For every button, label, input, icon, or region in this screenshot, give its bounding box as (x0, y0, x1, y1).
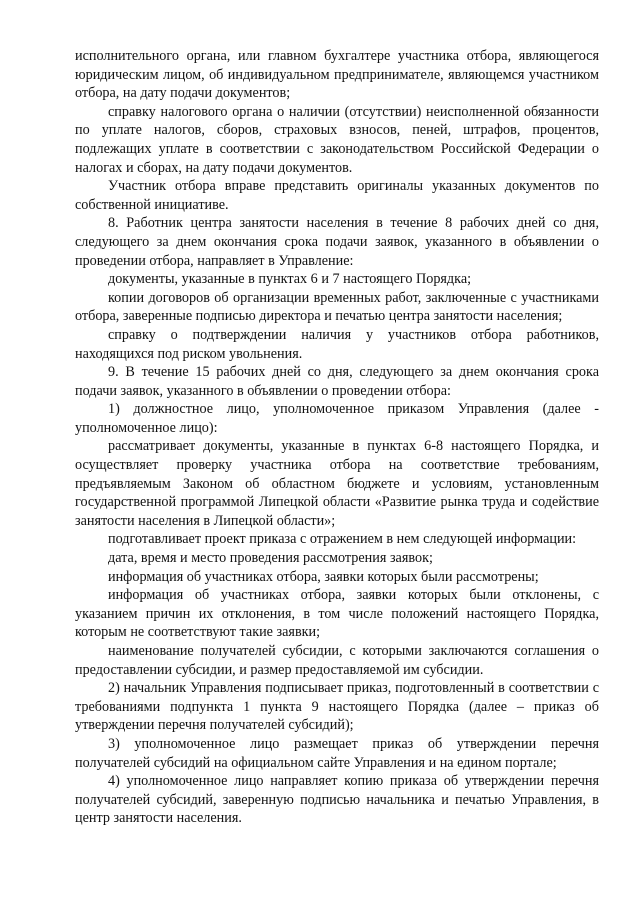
document-page (75, 47, 599, 828)
paragraph-1: исполнительного органа, или главном бухгалтере участника отбора, являющегося юридическим лицом, об индивидуальном предпринимателе, являющемся участником отбора, на дату подачи документов; (75, 48, 599, 102)
paragraph-6: копии договоров об организации временных работ, заключенные с участниками отбора, заверенные подписью директора и печатью центра занятости населения; (75, 289, 599, 325)
paragraph-9: 1) должностное лицо, уполномоченное приказом Управления (далее - уполномоченное лицо): (75, 401, 599, 436)
paragraph-2: справку налогового органа о наличии (отсутствии) неисполненной обязанности по уплате налогов, сборов, страховых взносов, пеней, штрафов, процентов, подлежащих уплате в соответствии с законодательством Российской Федерации о налогах и сборах, на дату подачи документов. (75, 103, 599, 176)
paragraph-16: 2) начальник Управления подписывает приказ, подготовленный в соответствии с требованиями подпункта 1 пункта 9 настоящего Порядка (далее – приказ об утверждении перечня получателей субсидий); (75, 680, 599, 734)
paragraph-12: дата, время и место проведения рассмотрения заявок; (108, 550, 433, 567)
paragraph-5: документы, указанные в пунктах 6 и 7 настоящего Порядка; (108, 271, 472, 288)
paragraph-8: 9. В течение 15 рабочих дней со дня, следующего за днем окончания срока подачи заявок, указанного в объявлении о проведении отбора: (75, 364, 599, 399)
paragraph-18: 4) уполномоченное лицо направляет копию приказа об утверждении перечня получателей субсидий, заверенную подписью начальника и печатью Управления, в центр занятости населения. (75, 773, 599, 827)
paragraph-13: информация об участниках отбора, заявки которых были рассмотрены; (108, 568, 539, 585)
paragraph-4: 8. Работник центра занятости населения в течение 8 рабочих дней со дня, следующего за днем окончания срока подачи заявок, указанного в объявлении о проведении отбора, направляет в Управление: (75, 215, 599, 269)
paragraph-14: информация об участниках отбора, заявки которых были отклонены, с указанием причин их отклонения, в том числе положений настоящего Порядка, которым не соответствуют такие заявки; (75, 587, 599, 641)
paragraph-7: справку о подтверждении наличия у участников отбора работников, находящихся под риском увольнения. (75, 326, 599, 362)
paragraph-3: Участник отбора вправе представить оригиналы указанных документов по собственной инициативе. (75, 178, 599, 213)
paragraph-10: рассматривает документы, указанные в пунктах 6-8 настоящего Порядка, и осуществляет проверку участника отбора на соответствие требованиям, предъявляемым Законом об областном бюджете и условиям, установленным государственной программой Липецкой области «Развитие рынка труда и содействие занятости населения в Липецкой области»; (75, 438, 599, 529)
paragraph-11: подготавливает проект приказа с отражением в нем следующей информации: (108, 531, 577, 548)
paragraph-17: 3) уполномоченное лицо размещает приказ об утверждении перечня получателей субсидий на официальном сайте Управления и на едином портале; (75, 735, 599, 771)
paragraph-15: наименование получателей субсидии, с которыми заключаются соглашения о предоставлении субсидии, и размер предоставляемой им субсидии. (75, 643, 599, 678)
